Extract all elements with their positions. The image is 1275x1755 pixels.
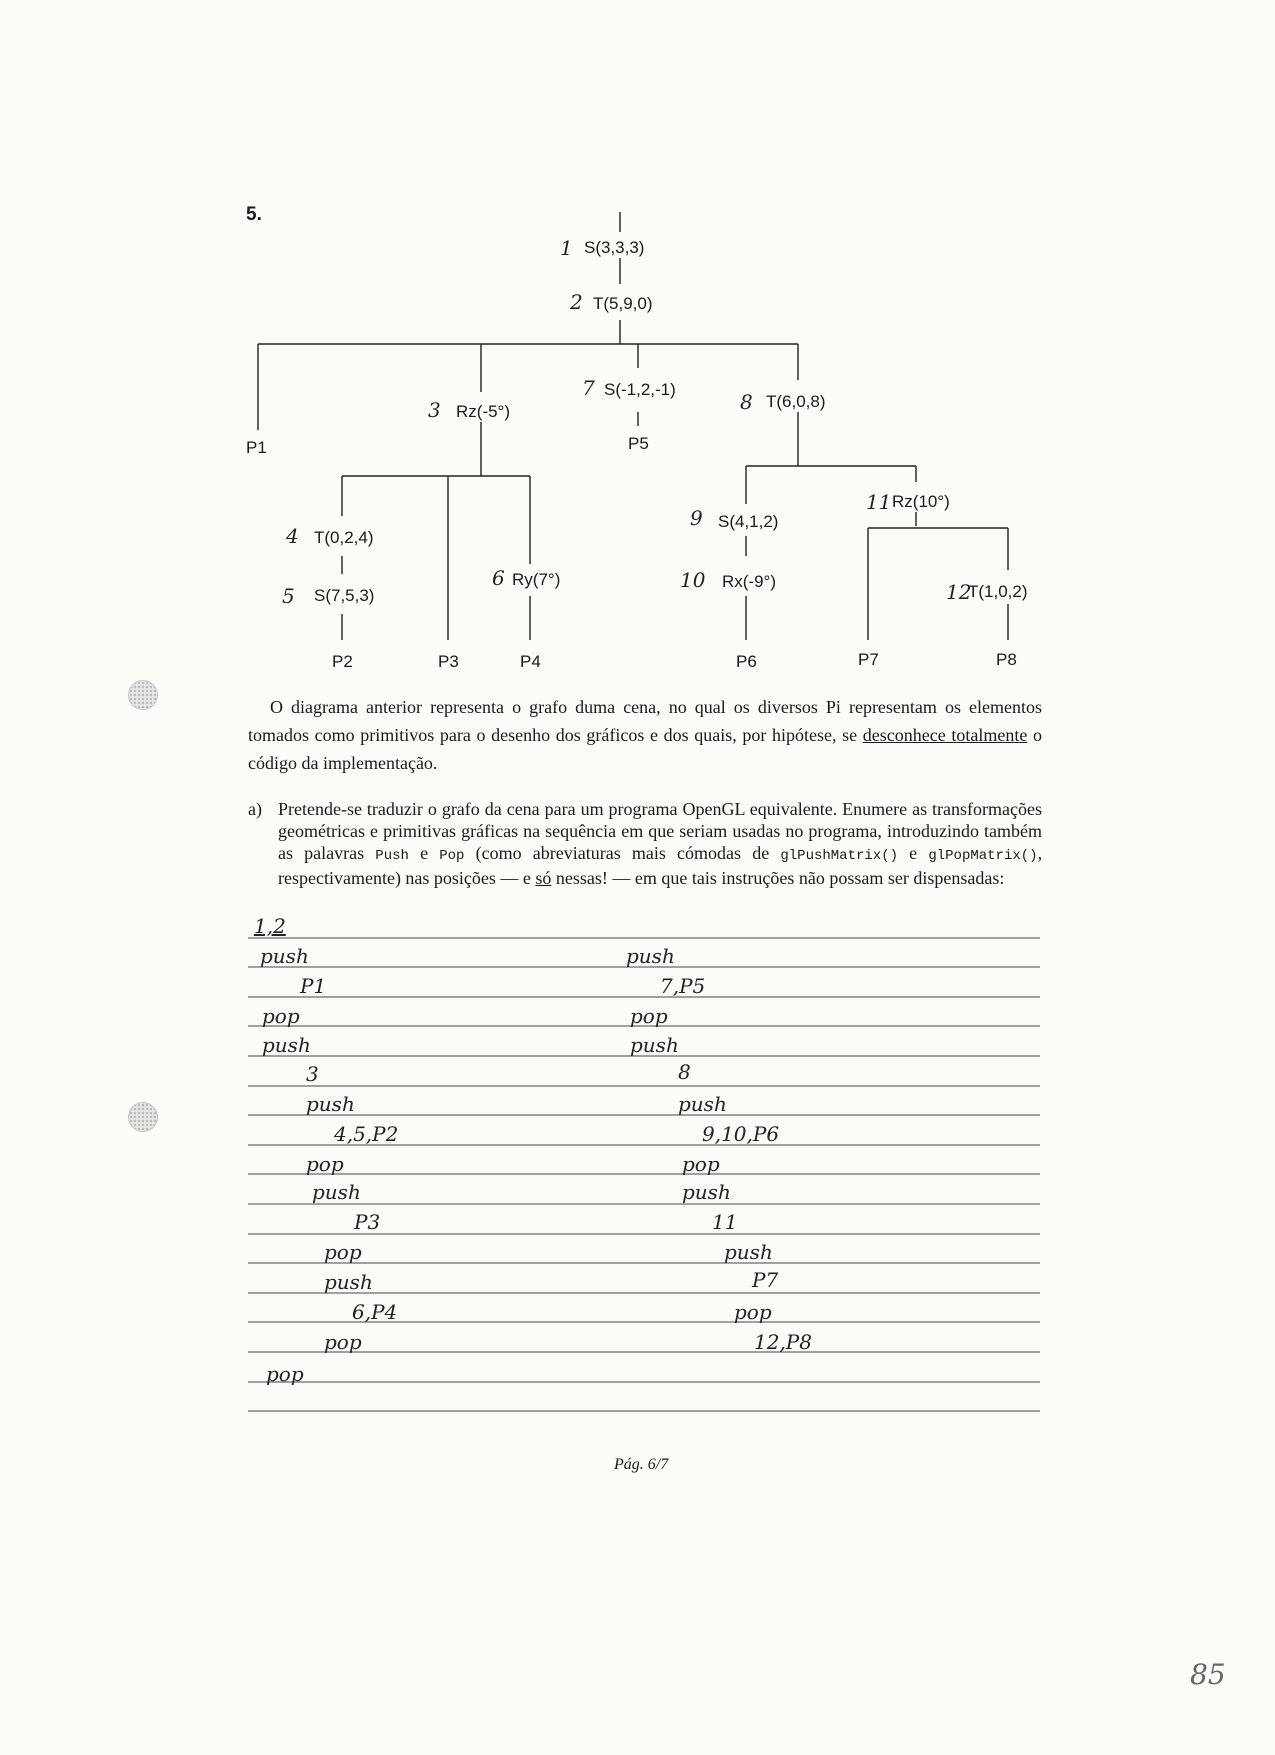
answer-right-8: push <box>682 1180 731 1204</box>
grade-mark: 85 <box>1190 1658 1226 1691</box>
primitive-p1: P1 <box>246 438 267 457</box>
question-a-text: Pretende-se traduzir o grafo da cena para um programa OpenGL equivalente. Enumere as transformações geométricas e primitivas gráficas na sequência em que seriam usadas no programa, introduzindo também as palavras Push e Pop (como abreviaturas mais cómodas de glPushMatrix() e glPopMatrix(), respectivamente) nas posições — e só nessas! — em que tais instruções não possam ser dispensadas: <box>278 799 1043 888</box>
answer-left-8: pop <box>306 1152 344 1176</box>
primitive-p4: P4 <box>520 652 541 671</box>
answer-right-10: push <box>724 1240 773 1264</box>
answer-left-6: push <box>306 1092 355 1116</box>
node-11-annotation: 11 <box>866 490 892 514</box>
primitive-p7: P7 <box>858 650 879 669</box>
primitive-p3: P3 <box>438 652 459 671</box>
answer-left-3: pop <box>262 1004 300 1028</box>
page-number: Pág. 6/7 <box>614 1456 669 1473</box>
answer-left-9: push <box>312 1180 361 1204</box>
node-7-annotation: 7 <box>582 376 595 400</box>
intro-paragraph: O diagrama anterior representa o grafo duma cena, no qual os diversos Pi representam os elementos tomados como primitivos para o desenho dos gráficos e dos quais, por hipótese, se desconhece totalmente o código da implementação. <box>248 697 1042 773</box>
node-4-annotation: 4 <box>286 524 299 548</box>
node-10-label: Rx(-9°) <box>722 572 777 591</box>
node-1-annotation: 1 <box>560 236 573 260</box>
node-12-label: T(1,0,2) <box>968 582 1028 601</box>
answer-left-4: push <box>262 1033 311 1057</box>
primitive-p5: P5 <box>628 434 649 453</box>
answer-left-14: pop <box>324 1330 362 1354</box>
node-10-annotation: 10 <box>680 568 706 592</box>
answer-left-1: push <box>260 944 309 968</box>
node-3-label: Rz(-5°) <box>456 402 511 421</box>
node-7-label: S(-1,2,-1) <box>604 380 676 399</box>
answer-left-15: pop <box>266 1362 304 1386</box>
answer-left-11: pop <box>324 1240 362 1264</box>
answer-left-5: 3 <box>306 1062 319 1086</box>
answer-left-10: P3 <box>354 1210 381 1234</box>
answer-right-7: pop <box>682 1152 720 1176</box>
node-9-annotation: 9 <box>690 506 703 530</box>
answer-right-13: 12,P8 <box>754 1330 812 1354</box>
node-12-annotation: 12 <box>946 580 972 604</box>
question-number: 5. <box>246 204 262 225</box>
answer-right-12: pop <box>734 1300 772 1324</box>
node-2-label: T(5,9,0) <box>593 294 653 313</box>
underlined-phrase: desconhece totalmente <box>862 725 1028 745</box>
answer-left-7: 4,5,P2 <box>334 1122 399 1146</box>
answer-right-4: 8 <box>678 1060 691 1084</box>
answer-left-13: 6,P4 <box>352 1300 398 1324</box>
node-3-annotation: 3 <box>428 398 441 422</box>
answer-left-2: P1 <box>300 974 327 998</box>
answer-right-1: 7,P5 <box>660 974 706 998</box>
answer-left-12: push <box>324 1270 373 1294</box>
primitive-p8: P8 <box>996 650 1017 669</box>
node-6-annotation: 6 <box>492 566 505 590</box>
node-8-label: T(6,0,8) <box>766 392 826 411</box>
answer-right-0: push <box>626 944 675 968</box>
node-4-label: T(0,2,4) <box>314 528 374 547</box>
answer-right-6: 9,10,P6 <box>702 1122 780 1146</box>
answer-right-5: push <box>678 1092 727 1116</box>
node-5-label: S(7,5,3) <box>314 586 375 605</box>
question-a-label: a) <box>248 799 262 819</box>
answer-left-0: 1,2 <box>254 914 286 938</box>
node-5-annotation: 5 <box>282 584 295 608</box>
node-6-label: Ry(7°) <box>512 570 561 589</box>
answer-right-3: push <box>630 1033 679 1057</box>
node-9-label: S(4,1,2) <box>718 512 779 531</box>
primitive-p6: P6 <box>736 652 757 671</box>
answer-right-9: 11 <box>712 1210 738 1234</box>
answer-right-2: pop <box>630 1004 668 1028</box>
node-1-label: S(3,3,3) <box>584 238 645 257</box>
node-2-annotation: 2 <box>570 290 583 314</box>
node-11-label: Rz(10°) <box>892 492 950 511</box>
node-8-annotation: 8 <box>740 390 753 414</box>
primitive-p2: P2 <box>332 652 353 671</box>
answer-right-11: P7 <box>752 1268 779 1292</box>
